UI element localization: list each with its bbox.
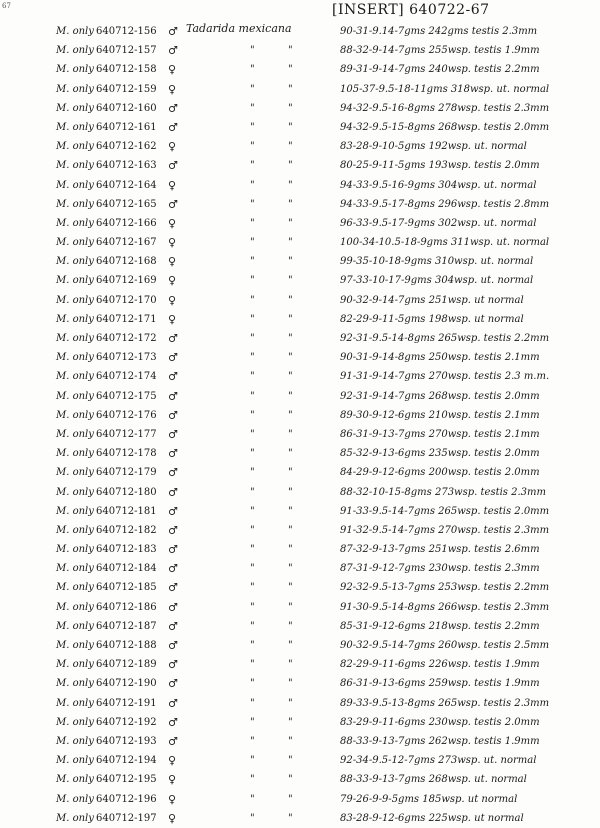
- specimen-list: [0, 22, 600, 828]
- ditto-mark: ": [250, 45, 255, 57]
- sex-symbol: ♀: [168, 216, 177, 230]
- ditto-mark: ": [288, 467, 293, 479]
- preparation-type: M. only: [56, 620, 94, 632]
- preparation-type: M. only: [56, 505, 94, 517]
- specimen-row: [0, 118, 600, 137]
- sex-symbol: ♀: [168, 773, 177, 787]
- catalog-number: 640712-192: [96, 716, 157, 728]
- ditto-mark: ": [288, 640, 293, 651]
- catalog-number: 640712-168: [96, 256, 157, 268]
- sex-symbol: ♂: [168, 447, 178, 461]
- preparation-type: M. only: [56, 45, 94, 57]
- ditto-mark: ": [250, 160, 255, 172]
- ditto-mark: ": [250, 390, 255, 402]
- preparation-type: M. only: [56, 352, 94, 364]
- catalog-number: 640712-177: [96, 428, 157, 440]
- preparation-type: M. only: [56, 333, 94, 344]
- sex-symbol: ♂: [168, 332, 178, 345]
- ditto-mark: ": [250, 640, 255, 651]
- measurements: 105-37-9.5-18-11gms 318wsp. ut. normal: [340, 83, 550, 95]
- measurements: 100-34-10.5-18-9gms 311wsp. ut. normal: [340, 237, 550, 249]
- catalog-number: 640712-161: [96, 121, 157, 133]
- catalog-number: 640712-162: [96, 141, 157, 153]
- ditto-mark: ": [288, 428, 293, 440]
- ditto-mark: ": [250, 582, 255, 594]
- ditto-mark: ": [288, 237, 293, 249]
- preparation-type: M. only: [56, 448, 94, 460]
- preparation-type: M. only: [56, 237, 94, 249]
- ditto-mark: ": [250, 544, 255, 556]
- ditto-mark: ": [288, 697, 293, 709]
- measurements: 82-29-9-11-5gms 198wsp. ut normal: [340, 313, 524, 325]
- specimen-row: [0, 770, 600, 789]
- preparation-type: M. only: [56, 313, 94, 325]
- ditto-mark: ": [250, 64, 255, 76]
- measurements: 86-31-9-13-7gms 270wsp. testis 2.1mm: [340, 428, 540, 440]
- catalog-number: 640712-159: [96, 83, 157, 95]
- preparation-type: M. only: [56, 467, 94, 479]
- ditto-mark: ": [288, 582, 293, 594]
- ditto-mark: ": [288, 678, 293, 690]
- preparation-type: M. only: [56, 601, 94, 613]
- preparation-type: M. only: [56, 774, 94, 786]
- catalog-number: 640712-187: [96, 620, 157, 632]
- catalog-number: 640712-193: [96, 735, 157, 747]
- specimen-row: [0, 559, 600, 578]
- catalog-number: 640712-169: [96, 275, 157, 287]
- preparation-type: M. only: [56, 102, 94, 114]
- ditto-mark: ": [250, 620, 255, 632]
- ditto-mark: ": [250, 352, 255, 364]
- preparation-type: M. only: [56, 582, 94, 594]
- specimen-row: [0, 674, 600, 693]
- catalog-number: 640712-182: [96, 524, 157, 536]
- ditto-mark: ": [250, 217, 255, 229]
- ditto-mark: ": [288, 409, 293, 421]
- ditto-mark: ": [288, 544, 293, 556]
- specimen-row: [0, 214, 600, 233]
- specimen-row: [0, 790, 600, 809]
- specimen-row: [0, 578, 600, 597]
- measurements: 92-31-9.5-14-8gms 265wsp. testis 2.2mm: [340, 333, 550, 344]
- catalog-number: 640712-175: [96, 390, 157, 402]
- sex-symbol: ♂: [168, 562, 178, 576]
- sex-symbol: ♂: [168, 485, 178, 499]
- catalog-number: 640712-156: [96, 26, 157, 37]
- ditto-mark: ": [288, 275, 293, 287]
- measurements: 89-30-9-12-6gms 210wsp. testis 2.1mm: [340, 409, 540, 421]
- ditto-mark: ": [250, 179, 255, 191]
- sex-symbol: ♂: [168, 159, 178, 173]
- preparation-type: M. only: [56, 563, 94, 575]
- sex-symbol: ♂: [168, 351, 178, 365]
- catalog-number: 640712-167: [96, 237, 157, 249]
- catalog-number: 640712-196: [96, 793, 157, 805]
- preparation-type: M. only: [56, 716, 94, 728]
- ditto-mark: ": [288, 390, 293, 402]
- sex-symbol: ♀: [168, 63, 177, 77]
- measurements: 86-31-9-13-6gms 259wsp. testis 1.9mm: [340, 678, 540, 690]
- preparation-type: M. only: [56, 390, 94, 402]
- catalog-number: 640712-191: [96, 697, 157, 709]
- preparation-type: M. only: [56, 217, 94, 229]
- ditto-mark: ": [250, 428, 255, 440]
- ditto-mark: ": [250, 294, 255, 306]
- ditto-mark: ": [288, 64, 293, 76]
- ditto-mark: ": [288, 659, 293, 671]
- ditto-mark: ": [288, 294, 293, 306]
- specimen-row: [0, 367, 600, 386]
- ditto-mark: ": [288, 755, 293, 767]
- specimen-row: [0, 22, 600, 41]
- sex-symbol: ♂: [168, 619, 178, 633]
- measurements: 88-32-9-14-7gms 255wsp. testis 1.9mm: [340, 45, 540, 57]
- specimen-row: [0, 99, 600, 118]
- ditto-mark: ": [250, 755, 255, 767]
- sex-symbol: ♀: [168, 178, 177, 192]
- sex-symbol: ♂: [168, 101, 178, 115]
- ditto-mark: ": [250, 141, 255, 153]
- sex-symbol: ♂: [168, 639, 178, 652]
- ditto-mark: ": [250, 774, 255, 786]
- specimen-row: [0, 80, 600, 99]
- sex-symbol: ♂: [168, 677, 178, 691]
- ditto-mark: ": [288, 45, 293, 57]
- sex-symbol: ♂: [168, 389, 178, 403]
- sex-symbol: ♀: [168, 811, 177, 825]
- sex-symbol: ♂: [168, 523, 178, 537]
- specimen-row: [0, 310, 600, 329]
- specimen-row: [0, 329, 600, 348]
- ditto-mark: ": [250, 313, 255, 325]
- catalog-number: 640712-166: [96, 217, 157, 229]
- specimen-row: [0, 425, 600, 444]
- catalog-number: 640712-163: [96, 160, 157, 172]
- catalog-number: 640712-185: [96, 582, 157, 594]
- specimen-row: [0, 41, 600, 60]
- catalog-number: 640712-158: [96, 64, 157, 76]
- ditto-mark: ": [250, 198, 255, 210]
- ditto-mark: ": [288, 486, 293, 498]
- ditto-mark: ": [288, 313, 293, 325]
- ditto-mark: ": [250, 505, 255, 517]
- measurements: 89-31-9-14-7gms 240wsp. testis 2.2mm: [340, 64, 540, 76]
- ditto-mark: ": [288, 198, 293, 210]
- preparation-type: M. only: [56, 26, 94, 37]
- sex-symbol: ♂: [168, 658, 178, 672]
- ditto-mark: ": [250, 371, 255, 383]
- preparation-type: M. only: [56, 121, 94, 133]
- catalog-number: 640712-171: [96, 313, 157, 325]
- specimen-row: [0, 271, 600, 290]
- sex-symbol: ♂: [168, 734, 178, 748]
- page-number: 67: [2, 2, 11, 10]
- ditto-mark: ": [288, 735, 293, 747]
- specimen-row: [0, 444, 600, 463]
- ditto-mark: ": [288, 563, 293, 575]
- ditto-mark: ": [250, 563, 255, 575]
- measurements: 97-33-10-17-9gms 304wsp. ut. normal: [340, 275, 534, 287]
- preparation-type: M. only: [56, 141, 94, 153]
- specimen-row: [0, 655, 600, 674]
- specimen-row: [0, 694, 600, 713]
- ditto-mark: ": [288, 448, 293, 460]
- ditto-mark: ": [250, 659, 255, 671]
- catalog-number: 640712-165: [96, 198, 157, 210]
- sex-symbol: ♂: [168, 120, 178, 134]
- ditto-mark: ": [250, 83, 255, 95]
- sex-symbol: ♂: [168, 197, 178, 211]
- ditto-mark: ": [288, 371, 293, 383]
- specimen-row: [0, 598, 600, 617]
- ditto-mark: ": [250, 256, 255, 268]
- sex-symbol: ♂: [168, 600, 178, 614]
- sex-symbol: ♀: [168, 140, 177, 154]
- specimen-row: [0, 252, 600, 271]
- ditto-mark: ": [250, 735, 255, 747]
- specimen-row: [0, 463, 600, 482]
- sex-symbol: ♀: [168, 236, 177, 250]
- ditto-mark: ": [288, 352, 293, 364]
- ditto-mark: ": [250, 121, 255, 133]
- specimen-row: [0, 195, 600, 214]
- sex-symbol: ♂: [168, 581, 178, 595]
- ditto-mark: ": [288, 524, 293, 536]
- specimen-row: [0, 617, 600, 636]
- sex-symbol: ♀: [168, 792, 177, 806]
- measurements: 90-32-9-14-7gms 251wsp. ut normal: [340, 294, 524, 306]
- measurements: 88-33-9-13-7gms 268wsp. ut. normal: [340, 774, 527, 786]
- preparation-type: M. only: [56, 294, 94, 306]
- preparation-type: M. only: [56, 544, 94, 556]
- measurements: 92-31-9-14-7gms 268wsp. testis 2.0mm: [340, 390, 540, 402]
- measurements: 94-32-9.5-15-8gms 268wsp. testis 2.0mm: [340, 121, 550, 133]
- specimen-row: [0, 540, 600, 559]
- sex-symbol: ♂: [168, 466, 178, 480]
- ditto-mark: ": [288, 102, 293, 114]
- preparation-type: M. only: [56, 198, 94, 210]
- ditto-mark: ": [250, 237, 255, 249]
- preparation-type: M. only: [56, 275, 94, 287]
- preparation-type: M. only: [56, 160, 94, 172]
- sex-symbol: ♂: [168, 715, 178, 729]
- specimen-row: [0, 406, 600, 425]
- sex-symbol: ♂: [168, 543, 178, 557]
- ditto-mark: ": [288, 774, 293, 786]
- measurements: 91-33-9.5-14-7gms 265wsp. testis 2.0mm: [340, 505, 550, 517]
- ditto-mark: ": [288, 179, 293, 191]
- measurements: 85-32-9-13-6gms 235wsp. testis 2.0mm: [340, 448, 540, 460]
- ditto-mark: ": [288, 333, 293, 344]
- catalog-number: 640712-173: [96, 352, 157, 364]
- ditto-mark: ": [250, 275, 255, 287]
- specimen-row: [0, 521, 600, 540]
- specimen-row: [0, 291, 600, 310]
- specimen-row: [0, 60, 600, 79]
- sex-symbol: ♀: [168, 82, 177, 96]
- measurements: 80-25-9-11-5gms 193wsp. testis 2.0mm: [340, 160, 540, 172]
- ditto-mark: ": [288, 160, 293, 172]
- specimen-row: [0, 387, 600, 406]
- ditto-mark: ": [250, 697, 255, 709]
- specimen-row: [0, 176, 600, 195]
- catalog-number: 640712-157: [96, 45, 157, 57]
- sex-symbol: ♂: [168, 427, 178, 441]
- ditto-mark: ": [288, 812, 293, 824]
- preparation-type: M. only: [56, 64, 94, 76]
- sex-symbol: ♀: [168, 754, 177, 768]
- catalog-number: 640712-188: [96, 640, 157, 651]
- measurements: 83-29-9-11-6gms 230wsp. testis 2.0mm: [340, 716, 540, 728]
- page-header: [INSERT] 640722-67: [332, 2, 490, 18]
- catalog-number: 640712-190: [96, 678, 157, 690]
- ditto-mark: ": [250, 467, 255, 479]
- ditto-mark: ": [250, 793, 255, 805]
- ditto-mark: ": [288, 620, 293, 632]
- preparation-type: M. only: [56, 812, 94, 824]
- preparation-type: M. only: [56, 659, 94, 671]
- measurements: 91-30-9.5-14-8gms 266wsp. testis 2.3mm: [340, 601, 550, 613]
- catalog-number: 640712-181: [96, 505, 157, 517]
- ditto-mark: ": [250, 486, 255, 498]
- sex-symbol: ♂: [168, 25, 178, 38]
- measurements: 94-32-9.5-16-8gms 278wsp. testis 2.3mm: [340, 102, 550, 114]
- ditto-mark: ": [288, 141, 293, 153]
- ditto-mark: ": [250, 601, 255, 613]
- preparation-type: M. only: [56, 524, 94, 536]
- catalog-number: 640712-189: [96, 659, 157, 671]
- catalog-number: 640712-197: [96, 812, 157, 824]
- measurements: 85-31-9-12-6gms 218wsp. testis 2.2mm: [340, 620, 540, 632]
- catalog-number: 640712-174: [96, 371, 157, 383]
- specimen-row: [0, 156, 600, 175]
- catalog-number: 640712-194: [96, 755, 157, 767]
- specimen-row: [0, 348, 600, 367]
- ditto-mark: ": [288, 601, 293, 613]
- catalog-number: 640712-180: [96, 486, 157, 498]
- catalog-number: 640712-186: [96, 601, 157, 613]
- measurements: 83-28-9-10-5gms 192wsp. ut. normal: [340, 141, 527, 153]
- measurements: 87-31-9-12-7gms 230wsp. testis 2.3mm: [340, 563, 540, 575]
- catalog-number: 640712-179: [96, 467, 157, 479]
- preparation-type: M. only: [56, 793, 94, 805]
- ditto-mark: ": [250, 448, 255, 460]
- preparation-type: M. only: [56, 428, 94, 440]
- ditto-mark: ": [288, 217, 293, 229]
- measurements: 92-34-9.5-12-7gms 273wsp. ut. normal: [340, 755, 537, 767]
- ditto-mark: ": [288, 256, 293, 268]
- specimen-row: [0, 483, 600, 502]
- measurements: 83-28-9-12-6gms 225wsp. ut normal: [340, 812, 524, 824]
- preparation-type: M. only: [56, 735, 94, 747]
- ditto-mark: ": [288, 121, 293, 133]
- preparation-type: M. only: [56, 179, 94, 191]
- measurements: 82-29-9-11-6gms 226wsp. testis 1.9mm: [340, 659, 540, 671]
- measurements: 90-32-9.5-14-7gms 260wsp. testis 2.5mm: [340, 640, 550, 651]
- measurements: 92-32-9.5-13-7gms 253wsp. testis 2.2mm: [340, 582, 550, 594]
- measurements: 79-26-9-9-5gms 185wsp. ut normal: [340, 793, 518, 805]
- sex-symbol: ♂: [168, 44, 178, 58]
- sex-symbol: ♂: [168, 370, 178, 384]
- measurements: 90-31-9.14-7gms 242gms testis 2.3mm: [340, 26, 538, 37]
- ditto-mark: ": [250, 678, 255, 690]
- preparation-type: M. only: [56, 678, 94, 690]
- ditto-mark: ": [250, 409, 255, 421]
- specimen-row: [0, 502, 600, 521]
- ditto-mark: ": [250, 812, 255, 824]
- specimen-row: [0, 137, 600, 156]
- catalog-number: 640712-183: [96, 544, 157, 556]
- catalog-number: 640712-184: [96, 563, 157, 575]
- measurements: 84-29-9-12-6gms 200wsp. testis 2.0mm: [340, 467, 540, 479]
- ditto-mark: ": [250, 524, 255, 536]
- sex-symbol: ♀: [168, 274, 177, 288]
- measurements: 91-31-9-14-7gms 270wsp. testis 2.3 m.m.: [340, 371, 550, 383]
- measurements: 94-33-9.5-17-8gms 296wsp. testis 2.8mm: [340, 198, 550, 210]
- sex-symbol: ♂: [168, 504, 178, 518]
- ditto-mark: ": [288, 716, 293, 728]
- measurements: 88-33-9-13-7gms 262wsp. testis 1.9mm: [340, 735, 540, 747]
- preparation-type: M. only: [56, 83, 94, 95]
- measurements: 90-31-9-14-8gms 250wsp. testis 2.1mm: [340, 352, 540, 364]
- measurements: 87-32-9-13-7gms 251wsp. testis 2.6mm: [340, 544, 540, 556]
- sex-symbol: ♂: [168, 696, 178, 710]
- sex-symbol: ♀: [168, 255, 177, 269]
- preparation-type: M. only: [56, 371, 94, 383]
- specimen-row: [0, 809, 600, 828]
- ditto-mark: ": [288, 793, 293, 805]
- catalog-number: 640712-172: [96, 333, 157, 344]
- specimen-row: [0, 713, 600, 732]
- catalog-number: 640712-176: [96, 409, 157, 421]
- measurements: 94-33-9.5-16-9gms 304wsp. ut. normal: [340, 179, 537, 191]
- catalog-number: 640712-160: [96, 102, 157, 114]
- sex-symbol: ♀: [168, 312, 177, 326]
- catalog-number: 640712-170: [96, 294, 157, 306]
- taxon-name: Tadarida mexicana: [186, 22, 292, 35]
- ditto-mark: ": [250, 333, 255, 344]
- catalog-number: 640712-178: [96, 448, 157, 460]
- preparation-type: M. only: [56, 755, 94, 767]
- preparation-type: M. only: [56, 256, 94, 268]
- preparation-type: M. only: [56, 640, 94, 651]
- sex-symbol: ♂: [168, 408, 178, 422]
- catalog-number: 640712-195: [96, 774, 157, 786]
- ditto-mark: ": [288, 505, 293, 517]
- specimen-row: [0, 636, 600, 655]
- ditto-mark: ": [250, 102, 255, 114]
- ditto-mark: ": [288, 83, 293, 95]
- preparation-type: M. only: [56, 697, 94, 709]
- specimen-row: [0, 751, 600, 770]
- specimen-row: [0, 233, 600, 252]
- measurements: 88-32-10-15-8gms 273wsp. testis 2.3mm: [340, 486, 546, 498]
- specimen-row: [0, 732, 600, 751]
- preparation-type: M. only: [56, 409, 94, 421]
- measurements: 96-33-9.5-17-9gms 302wsp. ut. normal: [340, 217, 537, 229]
- catalog-number: 640712-164: [96, 179, 157, 191]
- measurements: 91-32-9.5-14-7gms 270wsp. testis 2.3mm: [340, 524, 550, 536]
- ditto-mark: ": [250, 716, 255, 728]
- sex-symbol: ♀: [168, 293, 177, 307]
- measurements: 99-35-10-18-9gms 310wsp. ut. normal: [340, 256, 534, 268]
- preparation-type: M. only: [56, 486, 94, 498]
- measurements: 89-33-9.5-13-8gms 265wsp. testis 2.3mm: [340, 697, 550, 709]
